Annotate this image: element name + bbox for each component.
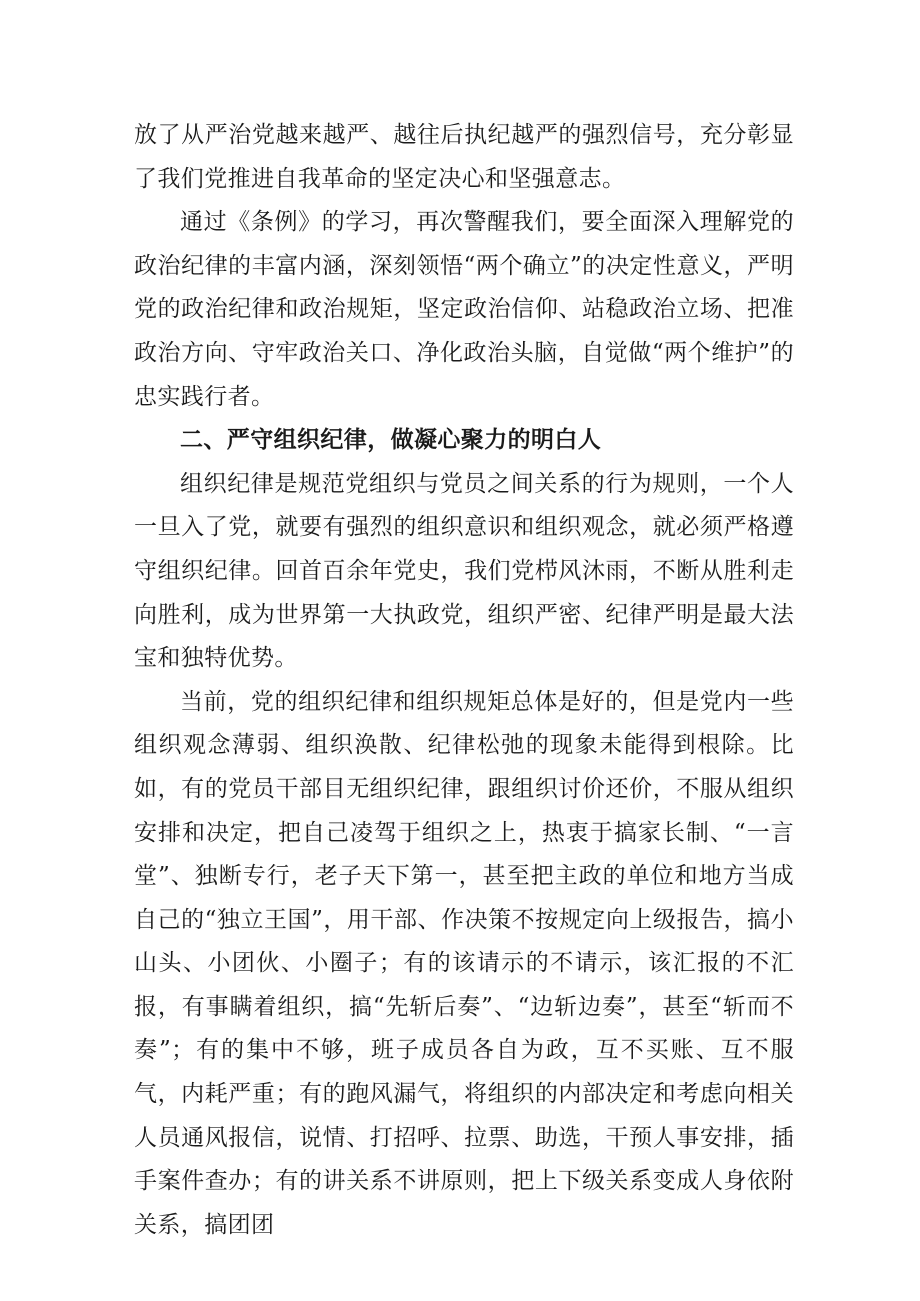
- document-body: [134, 114, 794, 1247]
- paragraph-organizational-discipline: 组织纪律是规范党组织与党员之间关系的行为规则，一个人一旦入了党，就要有强烈的组织意识和组织观念，就必须严格遵守组织纪律。回首百余年党史，我们党栉风沐雨，不断从胜利走向胜利，成为世界第一大执政党，组织严密、纪律严明是最大法宝和独特优势。: [134, 470, 794, 672]
- paragraph-current-problems: 当前，党的组织纪律和组织规矩总体是好的，但是党内一些组织观念薄弱、组织涣散、纪律松弛的现象未能得到根除。比如，有的党员干部目无组织纪律，跟组织讨价还价，不服从组织安排和决定，把自己凌驾于组织之上，热衷于搞家长制、“一言堂”、独断专行，老子天下第一，甚至把主政的单位和地方当成自己的“独立王国”，用干部、作决策不按规定向上级报告，搞小山头、小团伙、小圈子；有的该请示的不请示，该汇报的不汇报，有事瞒着组织，搞“先斩后奏”、“边斩边奏”，甚至“斩而不奏”；有的集中不够，班子成员各自为政，互不买账、互不服气，内耗严重；有的跑风漏气，将组织的内部决定和考虑向相关人员通风报信，说情、打招呼、拉票、助选，干预人事安排，插手案件查办；有的讲关系不讲原则，把上下级关系变成人身依附关系，搞团团: [134, 688, 794, 1238]
- section-heading: 二、严守组织纪律，做凝心聚力的明白人: [180, 427, 602, 454]
- paragraph-study-regulations: 通过《条例》的学习，再次警醒我们，要全面深入理解党的政治纪律的丰富内涵，深刻领悟“两个确立”的决定性意义，严明党的政治纪律和政治规矩，坚定政治信仰、站稳政治立场、把准政治方向、守牢政治关口、净化政治头脑，自觉做“两个维护”的忠实践行者。: [134, 209, 794, 410]
- paragraph-continued: 放了从严治党越来越严、越往后执纪越严的强烈信号，充分彰显了我们党推进自我革命的坚定决心和坚强意志。: [134, 122, 794, 192]
